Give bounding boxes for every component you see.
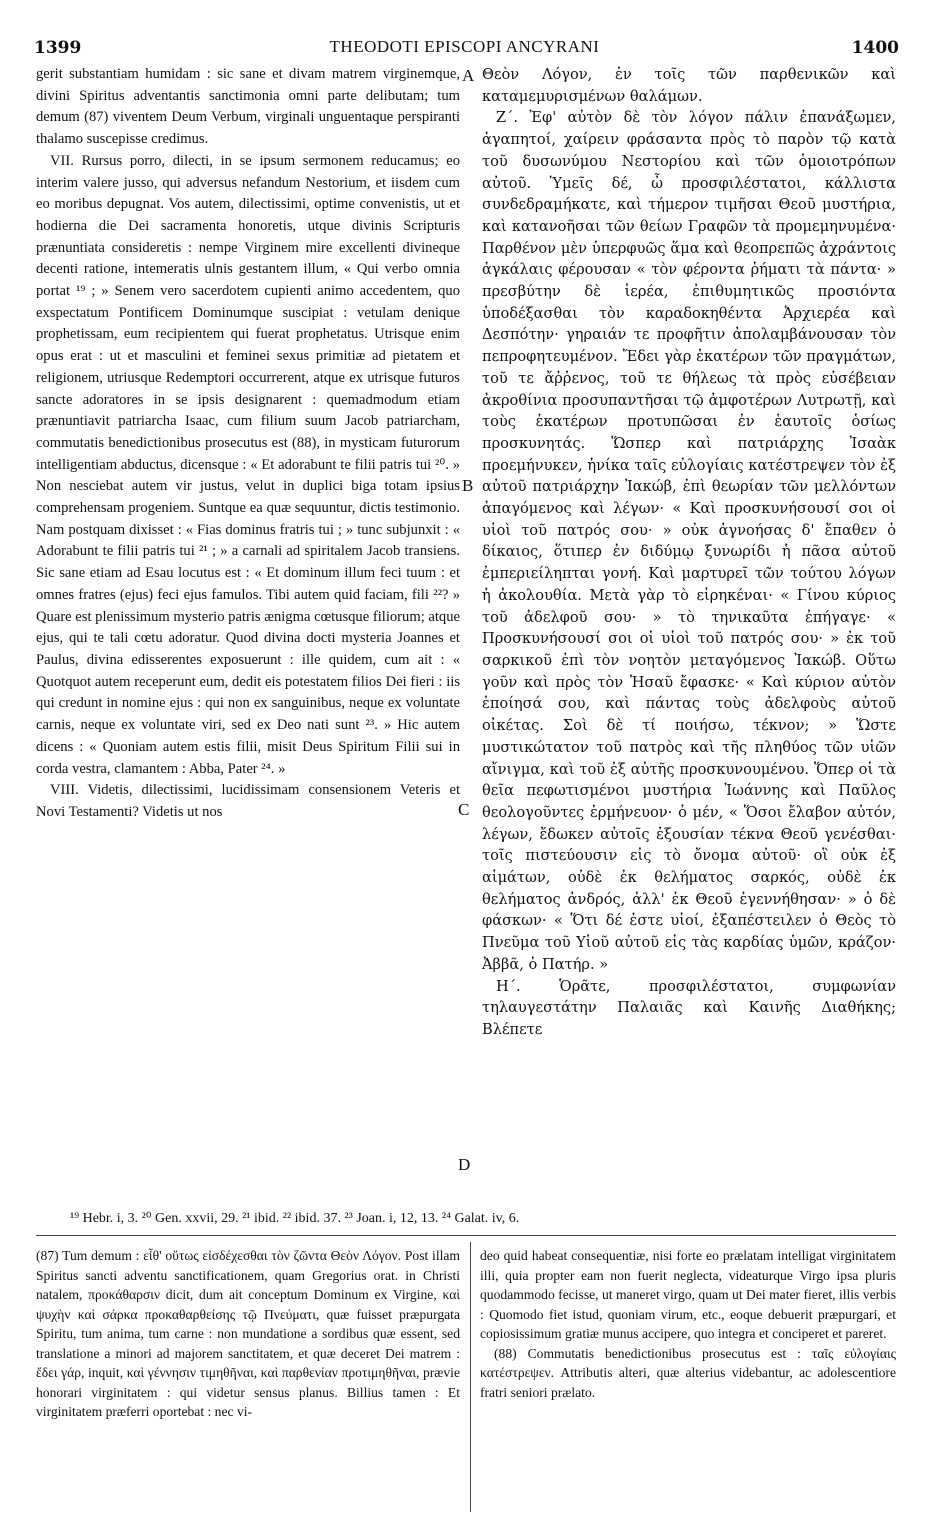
section-marker-b: B (462, 476, 474, 495)
page-header (0, 0, 929, 60)
latin-column (36, 64, 460, 824)
section-marker-d: D (458, 1155, 471, 1174)
page-number-right: 1400 (851, 38, 899, 58)
latin-paragraph-2: VII. Rursus porro, dilecti, in se ipsum sermonem reducamus; eo interim valere jusso, qui adversus nefandum Nestorium, et iisdem cum eo moribus depugnat. Vos autem, dilectissimi, optime convenistis, ut et hodierna die Dei sacramenta honoretis, utque divinis Scripturis prænuntiata consideretis : nempe Virginem mire excellenti divineque decenti ratione, intemeratis ulnis gestantem illum, « Qui verbo omnia portat ¹⁹ ; » Senem vero sacerdotem cupienti animo accedentem, quo exspectatum Pontificem Dominumque suscipiat : vetulam denique prophetissam, eum recipientem qui fuerat prophetatus. Utrisque enim opus erat : ut et masculini et feminei sexus primitiæ ad pietatem et religionem, utriusque Redemptori occurrerent, atque ex utrisque futuros sancte adoratores in se ipsis designarent : quemadmodum etiam prænuntiavit patriarcha Isaac, cum filium suum Jacob patriarcham, commutatis benedictionibus prosecutus est (88), in mysticam futurorum intelligentiam abductus, dicensque : « Et adorabunt te filii patris tui ²⁰. » Non nesciebat autem vir justus, velut in duplici biga totam ipsius comprehensam progeniem. Suntque ea quæ sequuntur, dictis testimonio. Nam postquam dixisset : « Fias dominus fratris tui ; » tunc subjunxit : « Adorabunt te filii patris tui ²¹ ; » a carnali ad spiritalem Jacob transiens. Sic sane etiam ad Esau locutus est : « Et dominum illum feci tuum : et omnes fratres (ejus) feci ejus famulos. Tibi autem quid faciam, fili ²²? » Quare est plenissimum mysterio patris ænigma cœtusque filiorum; atque ejus, qui te tali cœtu adoratur. Quod divina docti mysteria Joannes et Paulus, divina edisserentes exposuerunt : ille quidem, cum ait : « Quotquot autem receperunt eum, dedit eis potestatem filios Dei fieri : iis qui credunt in nomine ejus : qui non ex sanguinibus, neque ex voluntate carnis, neque ex voluntate viri, sed ex Deo nati sunt ²³. » Hic autem dicens : « Quoniam autem estis filii, misit Deus Spiritum Filii sui in corda vestra, clamantem : Abba, Pater ²⁴. » (36, 152, 460, 777)
section-marker-a: A (462, 66, 475, 85)
scripture-references: ¹⁹ Hebr. i, 3. ²⁰ Gen. xxvii, 29. ²¹ ibid. ²² ibid. 37. ²³ Joan. i, 12, 13. ²⁴ Galat. iv, 6. (70, 1211, 520, 1226)
note-right-column (480, 1246, 896, 1402)
latin-paragraph-3: VIII. Videtis, dilectissimi, lucidissimam consensionem Veteris et Novi Testamenti? Videtis ut nos (36, 782, 460, 820)
note-87: (87) Tum demum : εἶθ' οὕτως εἰσδέχεσθαι τὸν ζῶντα Θεὸν Λόγον. Post illam Spiritus sancti adventu sanctificationem, quam Gregorius orat. in Christi natalem, προκάθαρσιν dicit, dum ait conceptum Dominum ex Virgine, καὶ ψυχὴν καὶ σάρκα προκαθαρθείσης τῷ Πνεύματι, quæ fuisset præpurgata Spiritu, tum anima, tum carne : non mundatione a sordibus quæ essent, sed translatione a minori ad majorem sanctitatem, et quæ deceret Dei matrem : ἔδει γάρ, inquit, καὶ γέννησιν τιμηθῆναι, καὶ παρθενίαν προτιμηθῆναι, prævie honorari virginitatem : qui videtur sensus planus. Billius tamen : Et virginitatem præferri oportebat : nec vi- (36, 1248, 460, 1419)
greek-paragraph-3: Η΄. Ὁρᾶτε, προσφιλέστατοι, συμφωνίαν τηλαυγεστάτην Παλαιᾶς καὶ Καινῆς Διαθήκης; Βλέπετε (482, 977, 896, 1038)
greek-column (482, 64, 896, 1041)
latin-paragraph-1: gerit substantiam humidam : sic sane et divam matrem virginemque, divini Spiritus adventantis sanctimonia omni parte delibutam; tum demum (87) viventem Deum Verbum, virginali unguentaque perspiranti thalamo suscepisse credimus. (36, 66, 460, 148)
note-left-column (36, 1246, 460, 1422)
note-88: (88) Commutatis benedictionibus prosecutus est : ταῖς εὐλογίαις κατέστρεψεν. Attributis alteri, quæ alterius videbantur, ac adolescentiore fratri seniori prælato. (480, 1345, 896, 1400)
greek-paragraph-1: Θεὸν Λόγον, ἐν τοῖς τῶν παρθενικῶν καὶ καταμεμυρισμένων θαλάμων. (482, 66, 896, 105)
notes-column-divider (470, 1242, 471, 1512)
section-marker-c: C (458, 800, 470, 819)
running-title: THEODOTI EPISCOPI ANCYRANI (329, 37, 600, 56)
page-number-left: 1399 (34, 38, 82, 58)
notes-divider (36, 1235, 896, 1236)
greek-paragraph-2: Ζ΄. Ἐφ' αὐτὸν δὲ τὸν λόγον πάλιν ἐπανάξωμεν, ἀγαπητοί, χαίρειν φράσαντα πρὸς τὸ παρὸν τῷ κατὰ τοῦ δυσωνύμου Νεστορίου καὶ τῶν ὁμοιοτρόπων αὐτοῦ. Ὑμεῖς δέ, ὦ προσφιλέστατοι, κάλλιστα συνδεδραμήκατε, καὶ τήμερον τιμῆσαι Θεοῦ μυστήρια, καὶ κατανοῆσαι τῶν θείων Γραφῶν τὰ προμεμηνυμένα· Παρθένον μὲν ὑπερφυῶς ἅμα καὶ θεοπρεπῶς ἀχράντοις ἀγκάλαις φέρουσαν « τὸν φέροντα ῥήματι τὰ πάντα· » πρεσβύτην δὲ ἱερέα, ἐπιθυμητικῶς προσιόντα ὑποδέξασθαι τὸν καραδοκηθέντα Ἀρχιερέα καὶ Δεσπότην· γηραιάν τε προφῆτιν ἀπολαμβάνουσαν τὸν πεπροφητευμένον. Ἔδει γὰρ ἑκατέρων τῶν πραγμάτων, τοῦ τε ἄῤῥενος, τοῦ τε θήλεως τὰ πρὸς εὐσέβειαν ἀκροθίνια προσυπαντῆσαι τῷ ἀμφοτέρων Λυτρωτῇ, καὶ τοὺς ἑκατέρων προτυπῶσαι ἐν ἑαυτοῖς ὁσίως προσκυνητάς. Ὥσπερ καὶ πατριάρχης Ἰσαὰκ προεμήνυκεν, ἡνίκα ταῖς εὐλογίαις κατέστρεψεν τὸν ἐξ αὐτοῦ πατριάρχην Ἰακώβ, ἐπὶ θεωρίαν τῶν μελλόντων ἀπαγόμενος καὶ λέγων· « Καὶ προσκυνήσουσί σοι οἱ υἱοὶ τοῦ πατρός σου· » οὐκ ἀγνοήσας δ' ἔπαθεν ὁ δίκαιος, ὅτιπερ ἐν διδύμῳ ξυνωρίδι ἡ πᾶσα αὐτοῦ ἐμπεριείληπται γονή. Καὶ μαρτυρεῖ τῶν τούτου λόγων ἡ ἀκολουθία. Μετὰ γὰρ τὸ εἰρηκέναι· « Γίνου κύριος τοῦ ἀδελφοῦ σου· » τὸ τηνικαῦτα ἐπήγαγε· « Προσκυνήσουσί σοι οἱ υἱοὶ τοῦ πατρός σου· » ἐκ τοῦ σαρκικοῦ ἐπὶ τὸν νοητὸν μεταγόμενος Ἰακώβ. Οὕτω γοῦν καὶ πρὸς τὸν Ἠσαῦ ἔφασκε· « Καὶ κύριον αὐτὸν ἐποίησά σου, καὶ πάντας τοὺς ἀδελφοὺς αὐτοῦ οἰκέτας. Σοὶ δὲ τί ποιήσω, τέκνον; » Ὥστε μυστικώτατον τοῦ πατρὸς καὶ τῆς πληθύος τῶν υἱῶν αἴνιγμα, καὶ τοῦ ἐξ αὐτῆς προσκυνουμένου. Ὅπερ οἱ τὰ θεῖα πεφωτισμένοι μυστήρια Ἰωάννης καὶ Παῦλος θεολογοῦντες ἑρμήνευον· ὁ μέν, « Ὅσοι ἔλαβον αὐτόν, λέγων, ἔδωκεν αὐτοῖς ἐξουσίαν τέκνα Θεοῦ γενέσθαι· τοῖς πιστεύουσιν εἰς τὸ ὄνομα αὐτοῦ· οἳ οὐκ ἐξ αἱμάτων, οὐδὲ ἐκ θελήματος σαρκός, οὐδὲ ἐκ θελήματος ἀνδρός, ἀλλ' ἐκ Θεοῦ ἐγεννήθησαν· » ὁ δὲ φάσκων· « Ὅτι δέ ἐστε υἱοί, ἐξαπέστειλεν ὁ Θεὸς τὸ Πνεῦμα τοῦ Υἱοῦ αὐτοῦ εἰς τὰς καρδίας ὑμῶν, κράζον· Ἀββᾶ, ὁ Πατήρ. » (482, 109, 896, 973)
note-87-continued: deo quid habeat consequentiæ, nisi forte eo prælatam intelligat virginitatem illi, quia propter eam non fuerit neglecta, videaturque Virgo ipsa pluris quodammodo fecisse, ut maneret virgo, quam ut Dei mater fieret, illis verbis : Quomodo fiet istud, quoniam virum, etc., eoque debuerit præpurgari, et copiosissimum gratiæ munus accipere, quo integra et conciperet et pareret. (480, 1248, 896, 1341)
